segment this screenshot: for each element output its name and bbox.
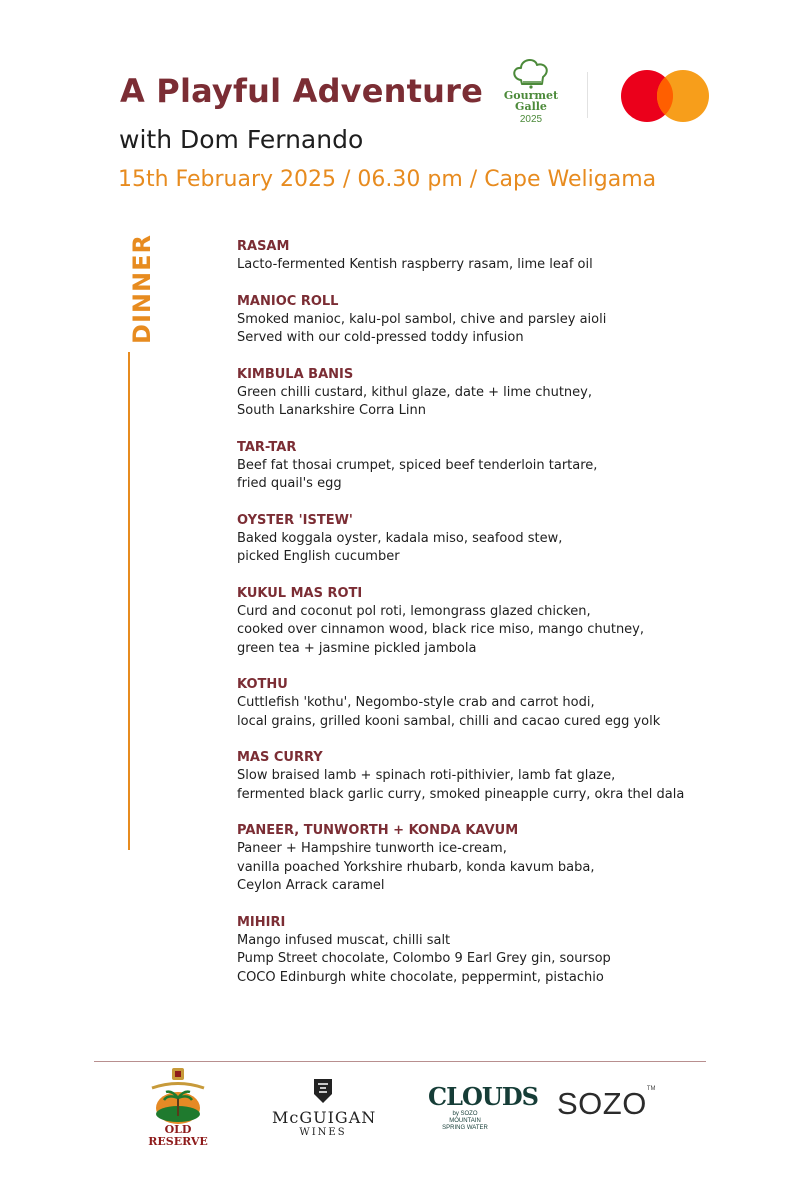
course-name: MAS CURRY: [237, 750, 323, 765]
mcguigan-sub: WINES: [299, 1127, 347, 1138]
course-description-line: Mango infused muscat, chilli salt: [237, 932, 451, 948]
course-description-line: local grains, grilled kooni sambal, chilli and cacao cured egg yolk: [237, 713, 661, 729]
course-description-line: Paneer + Hampshire tunworth ice-cream,: [237, 841, 507, 856]
sozo-logo: [557, 1086, 656, 1122]
course-description-line: fermented black garlic curry, smoked pineapple curry, okra thel dala: [237, 786, 685, 802]
clouds-by: by SOZO: [452, 1111, 478, 1117]
course-description-line: Baked koggala oyster, kadala miso, seafood stew,: [237, 530, 563, 546]
old-reserve-logo: [146, 1066, 210, 1148]
course-name: KIMBULA BANIS: [237, 366, 354, 382]
event-title: A Playful Adventure: [120, 72, 483, 110]
chef-hat-icon: [509, 56, 553, 90]
event-subtitle: with Dom Fernando: [119, 125, 364, 154]
course-description-line: South Lanarkshire Corra Linn: [237, 403, 426, 418]
galle-word: Galle: [515, 100, 547, 113]
course-description-line: Slow braised lamb + spinach roti-pithivier, lamb fat glaze,: [237, 768, 616, 783]
course-item: [237, 366, 757, 421]
course-name: OYSTER 'ISTEW': [237, 512, 353, 528]
header-divider: [587, 72, 588, 118]
course-name: KOTHU: [237, 677, 288, 692]
course-item: [237, 585, 757, 659]
course-description-line: cooked over cinnamon wood, black rice miso, mango chutney,: [237, 622, 645, 637]
course-description-line: green tea + jasmine pickled jambola: [237, 640, 477, 656]
course-description-line: vanilla poached Yorkshire rhubarb, konda kavum baba,: [237, 859, 595, 875]
mcguigan-name: McGUIGAN: [272, 1108, 377, 1127]
course-description-line: Green chilli custard, kithul glaze, date + lime chutney,: [237, 384, 592, 400]
clouds-sub-2: SPRING WATER: [442, 1125, 488, 1131]
mcguigan-logo: [272, 1078, 377, 1138]
course-item: [237, 749, 757, 804]
clouds-logo: [428, 1082, 538, 1132]
course-name: RASAM: [237, 239, 290, 254]
gourmet-galle-year: 2025: [519, 114, 543, 125]
course-description-line: Smoked manioc, kalu-pol sambol, chive and parsley aioli: [237, 311, 607, 327]
course-item: [237, 512, 757, 567]
course-name: KUKUL MAS ROTI: [237, 585, 363, 601]
course-description-line: Pump Street chocolate, Colombo 9 Earl Grey gin, soursop: [237, 951, 611, 966]
course-description-line: Beef fat thosai crumpet, spiced beef tenderloin tartare,: [237, 457, 598, 473]
clouds-name: CLOUDS: [428, 1082, 538, 1111]
dinner-side-label: DINNER: [128, 234, 156, 344]
course-item: [237, 676, 757, 731]
course-description-line: COCO Edinburgh white chocolate, peppermint, pistachio: [237, 969, 604, 985]
course-description-line: fried quail's egg: [237, 476, 342, 491]
course-item: [237, 293, 757, 348]
course-description-line: Cuttlefish 'kothu', Negombo-style crab and carrot hodi,: [237, 695, 595, 710]
old-reserve-name: OLD RESERVE: [148, 1123, 208, 1148]
side-vertical-rule: [128, 352, 130, 850]
mastercard-logo: [620, 69, 710, 123]
gourmet-galle-logo: [500, 56, 562, 136]
course-description-line: Ceylon Arrack caramel: [237, 878, 385, 893]
gourmet-word: Gourmet: [503, 89, 559, 102]
mcguigan-crest-icon: [272, 1078, 374, 1104]
sozo-trademark: TM: [646, 1086, 656, 1092]
course-name: PANEER, TUNWORTH + KONDA KAVUM: [237, 823, 519, 838]
event-dateline: 15th February 2025 / 06.30 pm / Cape Weligama: [118, 167, 657, 192]
course-item: [237, 914, 757, 988]
course-item: [237, 439, 757, 494]
footer-divider: [94, 1061, 706, 1062]
sozo-name: SOZO: [557, 1086, 647, 1121]
course-item: [237, 238, 757, 275]
course-list: [237, 238, 757, 1005]
course-description-line: Served with our cold-pressed toddy infusion: [237, 330, 524, 345]
course-item: [237, 822, 757, 896]
course-name: TAR-TAR: [237, 439, 297, 455]
course-description-line: picked English cucumber: [237, 549, 400, 564]
course-name: MIHIRI: [237, 914, 286, 930]
course-name: MANIOC ROLL: [237, 293, 339, 309]
course-description-line: Curd and coconut pol roti, lemongrass glazed chicken,: [237, 603, 591, 619]
course-description-line: Lacto-fermented Kentish raspberry rasam, lime leaf oil: [237, 257, 593, 272]
clouds-sub-1: MOUNTAIN: [449, 1118, 481, 1124]
